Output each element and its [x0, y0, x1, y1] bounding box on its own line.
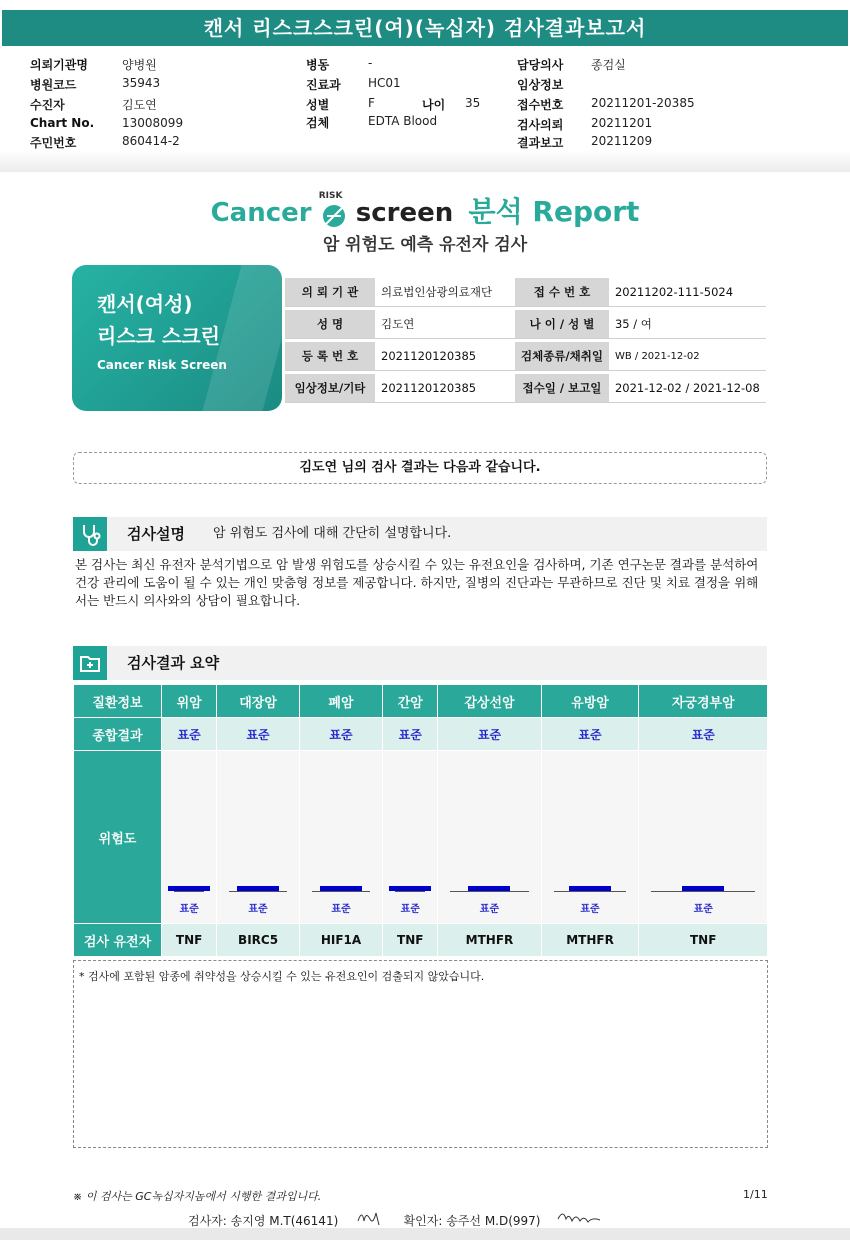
- info-row: [285, 374, 766, 403]
- risk-level-label: 표준: [479, 904, 500, 915]
- value-receipt-no: 20211201-20385: [591, 96, 695, 110]
- info-value: 2021120120385: [375, 374, 515, 403]
- page-number: 1/11: [743, 1188, 768, 1201]
- info-label: 등 록 번 호: [285, 342, 375, 371]
- label-patient: 수진자: [30, 98, 65, 112]
- overall-result: 표준: [438, 718, 541, 751]
- risk-baseline: [450, 891, 528, 892]
- cancer-name: 폐암: [299, 685, 382, 718]
- report-title: 캔서 리스크스크린(여)(녹십자) 검사결과보고서: [2, 10, 848, 46]
- info-label: 임상정보/기타: [285, 374, 375, 403]
- row-overall: [74, 718, 768, 751]
- row-label-disease: 질환정보: [74, 685, 162, 718]
- info-value: 의료법인삼광의료재단: [375, 278, 515, 307]
- risk-cell: [162, 751, 217, 924]
- risk-baseline: [651, 891, 755, 892]
- value-ward: -: [368, 56, 373, 70]
- cancer-name: 갑상선암: [438, 685, 541, 718]
- logo-mark: [317, 191, 351, 225]
- confirmer-info: 확인자: 송주선 M.D(997): [403, 1214, 541, 1228]
- row-risk: [74, 751, 768, 924]
- row-label-overall: 종합결과: [74, 718, 162, 751]
- gene-name: TNF: [639, 924, 768, 957]
- risk-bar: [168, 886, 210, 891]
- risk-level-label: 표준: [400, 904, 420, 915]
- info-label: 접수일 / 보고일: [515, 374, 609, 403]
- info-row: [285, 278, 766, 307]
- card-title-2: 리스크 스크린: [97, 324, 220, 348]
- section-summary-header: [73, 646, 767, 680]
- risk-level-label: 표준: [580, 904, 600, 915]
- logo-report: 분석 Report: [468, 195, 640, 228]
- logo-screen: screen: [355, 198, 454, 228]
- label-specimen: 검체: [306, 116, 330, 130]
- section-title: 검사결과 요약: [127, 654, 220, 672]
- label-resident-no: 주민번호: [30, 136, 77, 150]
- row-label-risk: 위험도: [74, 751, 162, 924]
- label-hospital-code: 병원코드: [30, 78, 77, 92]
- confirmer-signature: [556, 1214, 602, 1228]
- gene-name: TNF: [383, 924, 438, 957]
- product-card: [72, 265, 282, 411]
- label-request-date: 검사의뢰: [517, 118, 564, 132]
- risk-cell: [541, 751, 639, 924]
- value-institution: 양병원: [122, 58, 157, 72]
- info-row: [285, 342, 766, 371]
- row-gene: [74, 924, 768, 957]
- logo-cancer: Cancer: [210, 198, 312, 228]
- cancer-name: 대장암: [217, 685, 300, 718]
- gene-name: BIRC5: [217, 924, 300, 957]
- risk-bar: [682, 886, 724, 891]
- risk-baseline: [174, 891, 204, 892]
- value-report-date: 20211209: [591, 134, 653, 148]
- value-sex: F: [368, 96, 375, 110]
- gene-name: HIF1A: [299, 924, 382, 957]
- section-subtitle: 암 위험도 검사에 대해 간단히 설명합니다.: [213, 526, 452, 541]
- card-title-en: Cancer Risk Screen: [97, 358, 227, 372]
- gene-name: MTHFR: [438, 924, 541, 957]
- stethoscope-icon: [73, 517, 107, 551]
- label-institution: 의뢰기관명: [30, 58, 88, 72]
- label-ward: 병동: [306, 58, 330, 72]
- info-value: 20211202-111-5024: [609, 278, 766, 307]
- greeting-box: 김도연 님의 검사 결과는 다음과 같습니다.: [73, 452, 767, 484]
- section-description-header: [73, 517, 767, 551]
- info-label: 나 이 / 성 별: [515, 310, 609, 339]
- label-chart-no: Chart No.: [30, 116, 95, 130]
- tester-info: 검사자: 송지영 M.T(46141): [188, 1214, 339, 1228]
- risk-cell: [639, 751, 768, 924]
- risk-bar: [320, 886, 362, 891]
- risk-level-label: 표준: [248, 904, 268, 915]
- risk-cell: [383, 751, 438, 924]
- label-age: 나이: [422, 98, 446, 112]
- overall-result: 표준: [299, 718, 382, 751]
- risk-bar: [237, 886, 279, 891]
- risk-bar: [468, 886, 510, 891]
- risk-level-label: 표준: [179, 904, 199, 915]
- risk-bar: [389, 886, 431, 891]
- value-doctor: 종검실: [591, 58, 626, 72]
- results-table: [73, 684, 768, 957]
- overall-result: 표준: [217, 718, 300, 751]
- risk-cell: [299, 751, 382, 924]
- page-subtitle: 암 위험도 예측 유전자 검사: [322, 235, 528, 255]
- info-value: WB / 2021-12-02: [609, 342, 766, 371]
- value-request-date: 20211201: [591, 116, 653, 130]
- risk-cell: [438, 751, 541, 924]
- info-label: 검체종류/채취일: [515, 342, 609, 371]
- note-text: * 검사에 포함된 암종에 취약성을 상승시킬 수 있는 유전요인이 검출되지 않았습니다.: [79, 970, 485, 983]
- overall-result: 표준: [541, 718, 639, 751]
- medical-folder-icon: [73, 646, 107, 680]
- logo-target-icon: [321, 203, 347, 229]
- section-title: 검사설명: [127, 525, 185, 543]
- value-chart-no: 13008099: [122, 116, 184, 130]
- tester-signature: [356, 1215, 386, 1228]
- value-age: 35: [465, 96, 481, 110]
- divider-band: [0, 150, 850, 172]
- patient-info-table: [285, 275, 766, 406]
- info-value: 2021120120385: [375, 342, 515, 371]
- label-doctor: 담당의사: [517, 58, 564, 72]
- risk-baseline: [229, 891, 287, 892]
- value-department: HC01: [368, 76, 401, 90]
- info-label: 성 명: [285, 310, 375, 339]
- logo: [0, 190, 850, 230]
- label-report-date: 결과보고: [517, 136, 564, 150]
- gene-name: TNF: [162, 924, 217, 957]
- info-row: [285, 310, 766, 339]
- risk-baseline: [554, 891, 627, 892]
- cancer-name: 자궁경부암: [639, 685, 768, 718]
- note-box: [73, 960, 768, 1148]
- risk-level-label: 표준: [693, 904, 713, 915]
- cancer-name: 위암: [162, 685, 217, 718]
- label-sex: 성별: [306, 98, 330, 112]
- row-disease: [74, 685, 768, 718]
- risk-bar: [569, 886, 611, 891]
- footer-notice: ※ 이 검사는 GC녹십자지놈에서 시행한 결과입니다.: [73, 1190, 322, 1203]
- overall-result: 표준: [162, 718, 217, 751]
- info-value: 김도연: [375, 310, 515, 339]
- label-receipt-no: 접수번호: [517, 98, 564, 112]
- cancer-name: 유방암: [541, 685, 639, 718]
- gene-name: MTHFR: [541, 924, 639, 957]
- label-clinical-info: 임상정보: [517, 78, 564, 92]
- info-value: 2021-12-02 / 2021-12-08: [609, 374, 766, 403]
- label-department: 진료과: [306, 78, 341, 92]
- bottom-band: [0, 1228, 850, 1240]
- footer-signatures: [188, 1209, 602, 1229]
- overall-result: 표준: [639, 718, 768, 751]
- value-specimen: EDTA Blood: [368, 114, 438, 128]
- cancer-name: 간암: [383, 685, 438, 718]
- value-patient: 김도연: [122, 98, 157, 112]
- card-title-1: 캔서(여성): [97, 292, 193, 316]
- overall-result: 표준: [383, 718, 438, 751]
- risk-baseline: [312, 891, 370, 892]
- risk-cell: [217, 751, 300, 924]
- value-resident-no: 860414-2: [122, 134, 180, 148]
- info-label: 접 수 번 호: [515, 278, 609, 307]
- value-hospital-code: 35943: [122, 76, 161, 90]
- logo-risk: RISK: [318, 191, 343, 201]
- row-label-gene: 검사 유전자: [74, 924, 162, 957]
- description-paragraph: 본 검사는 최신 유전자 분석기법으로 암 발생 위험도를 상승시킬 수 있는 유전요인을 검사하며, 기존 연구논문 결과를 분석하여 건강 관리에 도움이 될 수 있는 개인 맞춤형 정보를 제공합니다. 하지만, 질병의 진단과는 무관하므로 진단 및 치료 결정을 위해서는 반드시 의사와의 상담이 필요합니다.: [75, 557, 759, 608]
- info-label: 의 뢰 기 관: [285, 278, 375, 307]
- risk-baseline: [395, 891, 425, 892]
- info-value: 35 / 여: [609, 310, 766, 339]
- risk-level-label: 표준: [331, 904, 351, 915]
